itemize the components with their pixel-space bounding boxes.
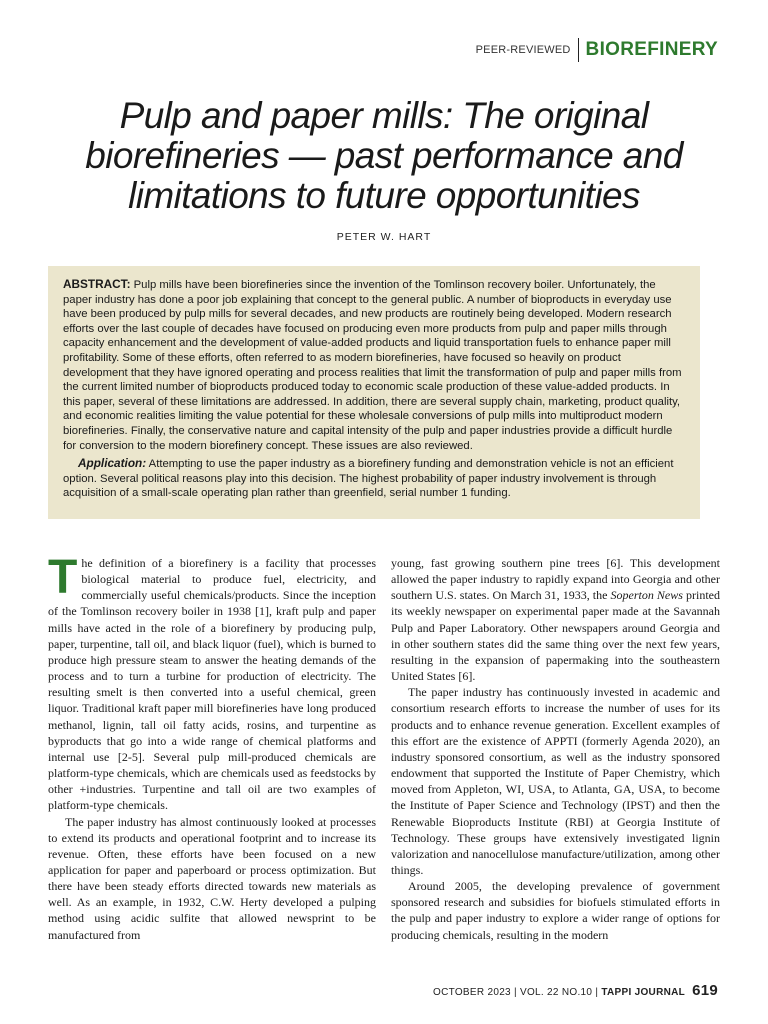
newspaper-name: Soperton News (610, 588, 683, 603)
body-text: printed its weekly newspaper on experimental paper made at the Savannah Pulp and Paper Laboratory. Other newspapers around Georgia and in other southern states did the same thing over the next few years, resulting in the expansion of papermaking into the southeastern United States [6]. (391, 588, 721, 684)
application-paragraph (63, 456, 685, 501)
section-label: BIOREFINERY (585, 39, 718, 60)
body-column-right (391, 555, 720, 943)
body-paragraph (48, 551, 376, 814)
abstract-text: Pulp mills have been biorefineries since the invention of the Tomlinson recovery boiler. Unfortunately, the paper industry has done a poor job explaining that concept to the general public. A number of bioproducts in everyday use have been produced by pulp mills for several decades, and new products are routinely being developed. Modern research efforts over the last couple of decades have focused on producing even more products from pulp and paper mills through capacity enhancement and the development of value-added products and liquid transportation fuels to enhance paper mill profitability. Some of these efforts, often referred to as modern biorefineries, have focused so heavily on product development that they have ignored operating and process realities that limit the transformation of pulp and paper mills from the current limited number of bioproducts produced today to economic scale production of these value-added products. In this paper, several of these limitations are addressed. In addition, there are several supply chain, marketing, product quality, and economic realities limiting the value potential for these wholesale conversions of pulp mills into multiproduct modern biorefineries. Finally, the conservative nature and capital intensity of the pulp and paper industries provide a difficult hurdle for conversion to the modern biorefinery concept. These issues are also reviewed. (63, 279, 682, 452)
running-footer (433, 982, 718, 999)
body-text: he definition of a biorefinery is a facility that processes biological material to produce fuel, electricity, and commercially useful chemicals/products. Since the inception of the Tomlinson recovery boiler in 1938 [1], kraft pulp and paper mills have acted in the role of a biorefinery by producing pulp, paper, turpentine, tall oil, and black liquor (fuel), which is burned to produce high pressure steam to answer the heating demands of the process and to turn a turbine for production of electricity. The resulting smelt is then converted into a useful chemical, green liquor. Traditional kraft paper mill biorefineries have long produced methanol, lignin, tall oil fatty acids, rosins, and turpentine as byproducts that go into a wide range of chemical platforms and internal use [2-5]. Several pulp mill-produced chemicals are platform-type chemicals, which are chemicals used as feedstocks by other +industries. Turpentine and tall oil are two examples of platform-type chemicals. (48, 556, 376, 813)
body-column-left (48, 551, 376, 943)
journal-name: TAPPI JOURNAL (601, 987, 686, 998)
body-text: young, fast growing southern pine trees [6]. This development allowed the paper industry to rapidly expand into Georgia and other southern U.S. states. On March 31, 1933, the (391, 556, 720, 603)
abstract-box (48, 266, 700, 519)
article-title: Pulp and paper mills: The original biorefineries — past performance and limitations to future opportunities (85, 95, 683, 216)
body-paragraph: Around 2005, the developing prevalence of government sponsored research and subsidies for biofuels stimulated efforts in the pulp and paper industry to explore a wider range of options for producing chemicals, resulting in the modern (391, 879, 720, 942)
application-text: Attempting to use the paper industry as a biorefinery funding and demonstration vehicle is not an efficient option. Several political reasons play into this decision. The highest probability of paper industry involvement is through acquisition of a small-scale operating plan rather than greenfield, serial number 1 funding. (63, 458, 674, 500)
issue-info: OCTOBER 2023 | VOL. 22 NO.10 | (433, 987, 599, 998)
article-author: PETER W. HART (336, 231, 432, 243)
application-label: Application: (78, 456, 147, 471)
body-paragraph: The paper industry has almost continuously looked at processes to extend its products and operational footprint and to increase its revenue. Often, these efforts have been focused on a new application for paper and paperboard or process optimization. But there have been steady efforts directed towards new materials as well. As an example, in 1932, C.W. Herty developed a pulping method using acidic sulfite that allowed newsprint to be manufactured from (48, 814, 376, 942)
drop-cap: T (48, 551, 78, 604)
body-paragraph: The paper industry has continuously invested in academic and consortium research efforts to increase the number of uses for its products and to enhance revenue generation. Excellent examples of this effort are the existence of APPTI (formerly Agenda 2020), an industry sponsored consortium, as well as the industry sponsored endowment that supported the Institute of Paper Chemistry, which moved from Appleton, WI, USA, to Atlanta, GA, USA, to become the Institute of Paper Science and Technology (IPST) and then the Renewable Bioproducts Institute (RBI) at Georgia Institute of Technology. These groups have extensively investigated lignin valorization and nanocellulose manufacture/utilization, among other things. (391, 685, 720, 877)
abstract-label: ABSTRACT: (63, 277, 131, 291)
body-paragraph (391, 555, 720, 684)
running-header (476, 38, 718, 62)
page-number: 619 (692, 982, 718, 999)
peer-reviewed-label: PEER-REVIEWED (476, 38, 579, 62)
abstract-paragraph (63, 277, 685, 453)
